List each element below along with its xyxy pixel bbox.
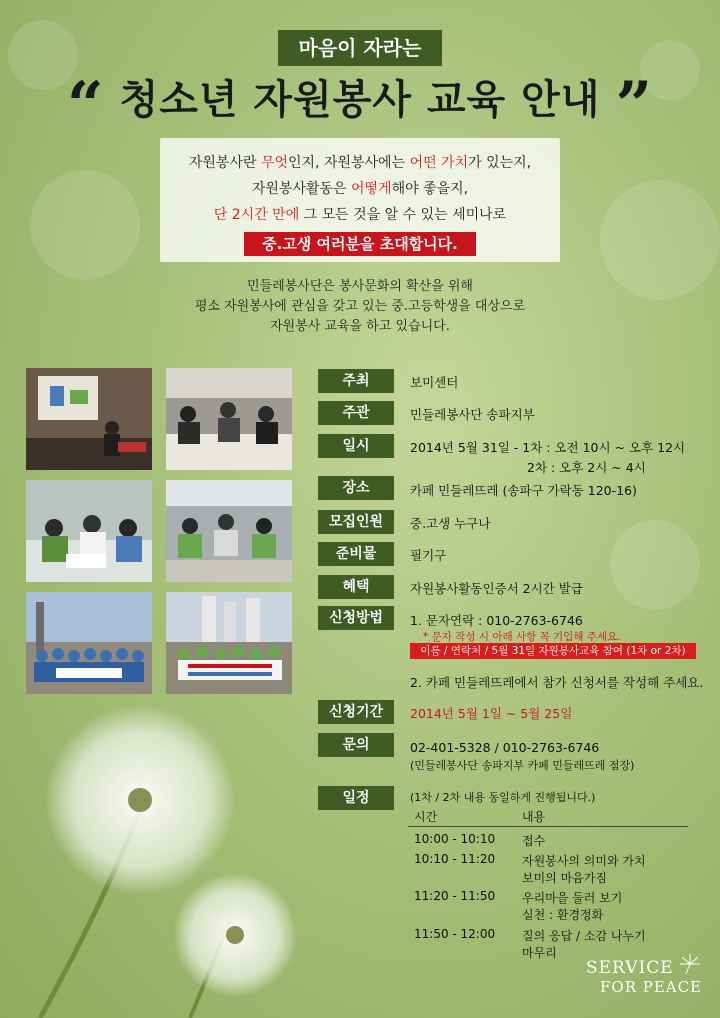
- label-recruit: 모집인원: [318, 510, 394, 534]
- value-prep: 필기구: [410, 548, 447, 563]
- schedule-note: (1차 / 2차 내용 동일하게 진행됩니다.): [410, 791, 596, 804]
- label-schedule: 일정: [318, 786, 394, 810]
- value-benefit: 자원봉사활동인증서 2시간 발급: [410, 581, 583, 596]
- label-datetime: 일시: [318, 434, 394, 458]
- label-apply: 신청방법: [318, 606, 394, 630]
- schedule-row-content-2: 마무리: [522, 946, 557, 960]
- subtitle: 마음이 자라는: [278, 30, 442, 66]
- bokeh-circle: [30, 170, 140, 280]
- open-quote: “: [66, 68, 105, 143]
- schedule-col-time: 시간: [414, 810, 438, 824]
- schedule-row-time: 11:50 - 12:00: [414, 927, 496, 941]
- schedule-row-content-2: 보미의 마음가짐: [522, 871, 607, 885]
- value-datetime-line1: 2014년 5월 31일 - 1차 : 오전 10시 ~ 오후 12시: [410, 440, 686, 455]
- schedule-row-content: 접수: [522, 834, 546, 848]
- value-host: 보미센터: [410, 375, 459, 390]
- seminar-presentation-photo: [26, 368, 152, 470]
- group-activity-photo: [26, 480, 152, 582]
- schedule-col-content: 내용: [522, 810, 546, 824]
- intro-line-3: 단 2시간 만에 그 모든 것을 알 수 있는 세미나로: [213, 207, 507, 223]
- label-place: 장소: [318, 476, 394, 500]
- description-line-3: 자원봉사 교육을 하고 있습니다.: [270, 319, 450, 334]
- value-period: 2014년 5월 1일 ~ 5월 25일: [410, 706, 573, 721]
- schedule-row-content-2: 실천 : 환경정화: [522, 908, 604, 922]
- dandelion-seed-icon: [678, 952, 702, 976]
- dandelion-illustration: [0, 690, 330, 1018]
- label-contact: 문의: [318, 733, 394, 757]
- close-quote: ”: [615, 68, 654, 143]
- schedule-divider: [408, 826, 688, 827]
- description-line-2: 평소 자원봉사에 관심을 갖고 있는 중.고등학생을 대상으로: [194, 299, 526, 314]
- label-organizer: 주관: [318, 401, 394, 425]
- value-apply-method1: 1. 문자연락 : 010-2763-6746: [410, 613, 583, 628]
- logo-line-2: FOR PEACE: [600, 978, 703, 996]
- label-prep: 준비물: [318, 542, 394, 566]
- value-organizer: 민들레봉사단 송파지부: [410, 407, 535, 422]
- schedule-row-time: 10:00 - 10:10: [414, 832, 496, 846]
- value-datetime-line2: 2차 : 오후 2시 ~ 4시: [527, 460, 646, 475]
- classroom-students-photo: [166, 368, 292, 470]
- schedule-row-time: 11:20 - 11:50: [414, 889, 496, 903]
- bokeh-circle: [610, 520, 700, 610]
- intro-line-1: 자원봉사란 무엇인지, 자원봉사에는 어떤 가치가 있는지,: [188, 155, 532, 171]
- value-recruit: 중.고생 누구나: [410, 516, 491, 531]
- group-discussion-photo: [166, 480, 292, 582]
- label-benefit: 혜택: [318, 575, 394, 599]
- schedule-row-content: 우리마을 둘러 보기: [522, 891, 623, 905]
- value-place: 카페 민들레뜨레 (송파구 가락동 120-16): [410, 483, 637, 498]
- value-contact: 02-401-5328 / 010-2763-6746: [410, 740, 600, 755]
- schedule-row-time: 10:10 - 11:20: [414, 852, 496, 866]
- page-title-wrapper: [0, 68, 720, 143]
- page-title: 청소년 자원봉사 교육 안내: [119, 77, 601, 123]
- outdoor-campaign-photo: [166, 592, 292, 694]
- apply-format-box: 이름 / 연락처 / 5월 31일 자원봉사교육 참여 (1차 or 2차): [410, 643, 696, 659]
- value-apply-method2: 2. 카페 민들레뜨레에서 참가 신청서를 작성해 주세요.: [410, 675, 704, 690]
- schedule-row-content: 자원봉사의 의미와 가치: [522, 854, 646, 868]
- volunteer-group-photo: [26, 592, 152, 694]
- intro-line-2: 자원봉사활동은 어떻게해야 좋을지,: [251, 181, 469, 197]
- label-host: 주최: [318, 369, 394, 393]
- schedule-row-content: 질의 응답 / 소감 나누기: [522, 929, 646, 943]
- description-line-1: 민들레봉사단은 봉사문화의 확산을 위해: [247, 279, 473, 294]
- label-period: 신청기간: [318, 700, 394, 724]
- logo-line-1: SERVICE: [586, 958, 674, 978]
- invite-banner: 중.고생 여러분을 초대합니다.: [244, 232, 476, 256]
- apply-note: * 문자 작성 시 아래 사항 꼭 기입해 주세요.: [423, 631, 621, 643]
- value-contact-sub: (민들레봉사단 송파지부 카페 민들레뜨레 점장): [410, 759, 635, 772]
